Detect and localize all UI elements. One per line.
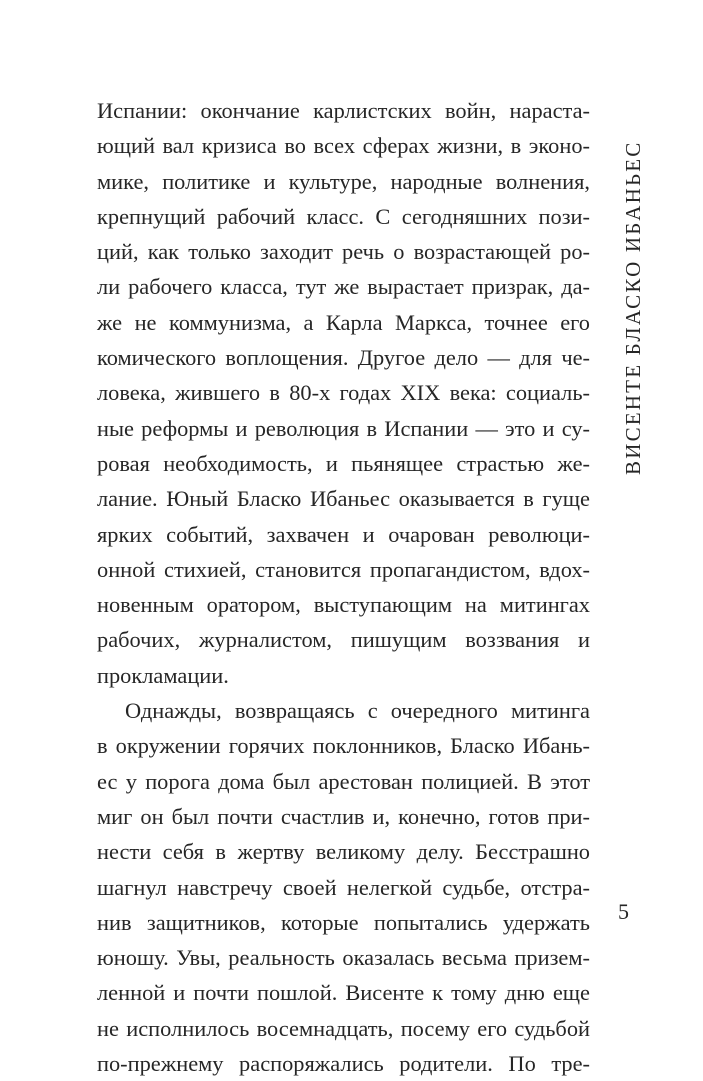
- text-line: по-прежнему распоряжались родители. По тре-: [97, 1051, 590, 1077]
- text-line: ленной и почти пошлой. Висенте к тому дню еще: [97, 980, 590, 1006]
- text-line: новенным оратором, выступающим на митингах: [97, 592, 590, 618]
- text-line: ровая необходимость, и пьянящее страстью же-: [97, 450, 590, 476]
- text-line: же не коммунизма, а Карла Маркса, точнее его: [97, 309, 590, 335]
- text-line: в окружении горячих поклонников, Бласко Ибань-: [97, 733, 590, 759]
- text-line: Однажды, возвращаясь с очередного митинга: [125, 698, 590, 724]
- text-line: ные реформы и революция в Испании — это и су-: [97, 415, 590, 441]
- body-text: [97, 93, 590, 1081]
- text-line: нести себя в жертву великому делу. Бесстрашно: [97, 839, 590, 865]
- text-line: мике, политике и культуре, народные волнения,: [97, 168, 590, 194]
- running-head: ВИСЕНТЕ БЛАСКО ИБАНЬЕС: [621, 140, 645, 476]
- text-line: лание. Юный Бласко Ибаньес оказывается в гуще: [97, 486, 590, 512]
- text-line: прокламации.: [97, 662, 229, 688]
- text-line: нив защитников, которые попытались удержать: [97, 909, 590, 935]
- text-line: юношу. Увы, реальность оказалась весьма призем-: [97, 945, 590, 971]
- text-line: ющий вал кризиса во всех сферах жизни, в эконо-: [97, 133, 590, 159]
- paragraph-2: [97, 693, 590, 1081]
- text-line: ес у порога дома был арестован полицией. В этот: [97, 768, 590, 794]
- text-line: ли рабочего класса, тут же вырастает призрак, да-: [97, 274, 590, 300]
- text-line: онной стихией, становится пропагандистом, вдох-: [97, 556, 590, 582]
- text-line: шагнул навстречу своей нелегкой судьбе, отстра-: [97, 874, 590, 900]
- text-line: крепнущий рабочий класс. С сегодняшних пози-: [97, 203, 590, 229]
- text-line: ций, как только заходит речь о возрастающей ро-: [97, 239, 590, 265]
- page-number: 5: [618, 899, 629, 924]
- text-line: не исполнилось восемнадцать, посему его судьбой: [97, 1015, 590, 1041]
- text-line: миг он был почти счастлив и, конечно, готов при-: [97, 803, 590, 829]
- text-line: Испании: окончание карлистских войн, нараста-: [97, 98, 590, 123]
- text-line: рабочих, журналистом, пишущим воззвания и: [97, 627, 590, 653]
- text-line: ярких событий, захвачен и очарован революци-: [97, 521, 590, 547]
- text-line: комического воплощения. Другое дело — для че-: [97, 345, 590, 371]
- paragraph-1: [97, 93, 590, 693]
- text-line: ловека, жившего в 80-х годах XIX века: социаль-: [97, 380, 590, 406]
